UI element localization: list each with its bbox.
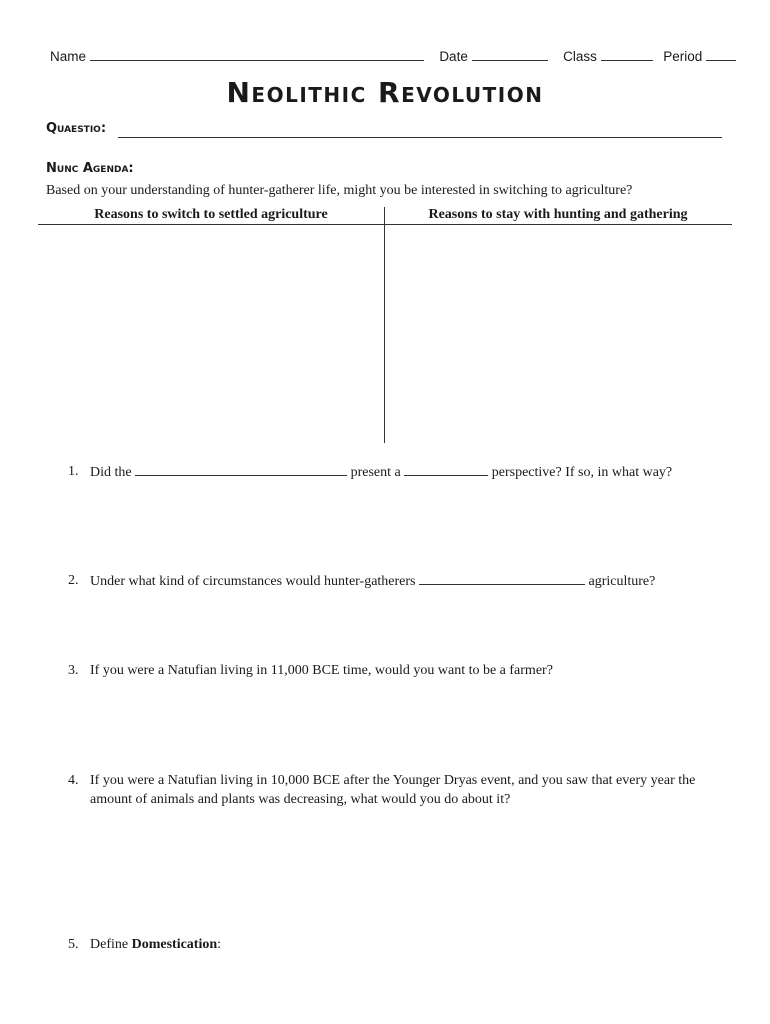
question-text: Did the xyxy=(90,465,132,480)
question-text: If you were a Natufian living in 11,000 BCE time, would you want to be a farmer? xyxy=(90,663,553,678)
t-chart-left-header: Reasons to switch to settled agriculture xyxy=(94,207,328,222)
answer-blank[interactable] xyxy=(135,462,347,476)
nunc-agenda-label: Nunc Agenda: xyxy=(46,161,134,176)
question-text: agriculture? xyxy=(588,574,656,589)
question-number: 2. xyxy=(68,573,79,588)
agenda-question: Based on your understanding of hunter-gatherer life, might you be interested in switching to agriculture? xyxy=(46,183,633,198)
question-number: 4. xyxy=(68,773,79,788)
question-text: Under what kind of circumstances would hunter-gatherers xyxy=(90,574,416,589)
t-chart-right-header: Reasons to stay with hunting and gathering xyxy=(428,207,688,222)
class-field[interactable] xyxy=(601,46,653,61)
question-text: perspective? If so, in what way? xyxy=(491,465,673,480)
t-chart-horizontal-line xyxy=(38,224,732,225)
answer-blank[interactable] xyxy=(404,462,488,476)
question-3 xyxy=(68,661,728,680)
question-number: 1. xyxy=(68,464,79,479)
name-field[interactable] xyxy=(90,46,424,61)
question-text: If you were a Natufian living in 10,000 BCE after the Younger Dryas event, and you saw that every year the amount of animals and plants was decreasing, what would you do about it? xyxy=(90,773,696,807)
question-4 xyxy=(68,771,728,809)
question-number: 3. xyxy=(68,663,79,678)
quaestio-row xyxy=(46,121,722,136)
question-2 xyxy=(68,571,728,591)
question-number: 5. xyxy=(68,937,79,952)
question-text: Define xyxy=(90,937,129,952)
t-chart-headers xyxy=(38,207,732,225)
name-label: Name xyxy=(50,49,87,64)
quaestio-field[interactable] xyxy=(118,137,722,138)
student-info-row xyxy=(50,46,722,64)
page-title: Neolithic Revolution xyxy=(226,76,544,109)
period-label: Period xyxy=(663,49,703,64)
t-chart-right-answer-area[interactable] xyxy=(386,226,732,442)
question-term: Domestication xyxy=(131,937,218,952)
question-5 xyxy=(68,935,728,954)
class-label: Class xyxy=(563,49,597,64)
quaestio-label: Quaestio: xyxy=(46,121,107,136)
question-text: present a xyxy=(350,465,401,480)
answer-blank[interactable] xyxy=(419,571,585,585)
date-label: Date xyxy=(439,49,468,64)
question-text: : xyxy=(217,937,222,952)
t-chart-left-answer-area[interactable] xyxy=(38,226,383,442)
period-field[interactable] xyxy=(706,46,736,61)
t-chart-vertical-line xyxy=(384,207,385,443)
question-1 xyxy=(68,462,728,482)
date-field[interactable] xyxy=(472,46,548,61)
